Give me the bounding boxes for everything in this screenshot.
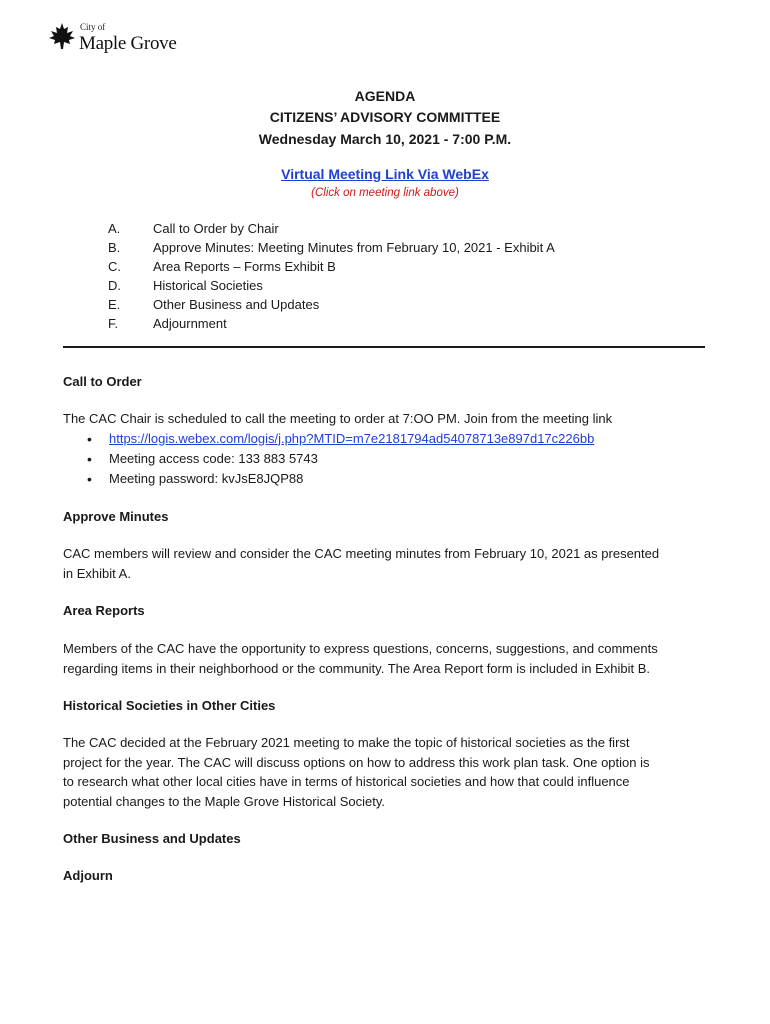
section-title: Approve Minutes [63, 509, 169, 524]
section-title: Historical Societies in Other Cities [63, 698, 276, 713]
meeting-date: Wednesday March 10, 2021 - 7:00 P.M. [258, 131, 512, 147]
agenda-item [108, 314, 555, 333]
section-paragraph-line: CAC members will review and consider the CAC meeting minutes from February 10, 2021 as presented [63, 546, 660, 561]
section-adjourn [63, 866, 713, 885]
agenda-item-text: Adjournment [153, 316, 227, 331]
meeting-url-link[interactable]: • https://logis.webex.com/logis/j.php?MTID=m7e2181794ad54078713e897d17c226bb [87, 429, 713, 449]
maple-leaf-icon [47, 22, 77, 52]
agenda-item [108, 276, 555, 295]
section-approve-minutes [63, 507, 713, 526]
meeting-password: • Meeting password: kvJsE8JQP88 [87, 469, 713, 489]
agenda-item [108, 257, 555, 276]
city-logo [47, 20, 177, 56]
section-title: Area Reports [63, 603, 145, 618]
section-paragraph-line: regarding items in their neighborhood or the community. The Area Report form is included in Exhibit B. [63, 660, 650, 676]
agenda-item-text: Approve Minutes: Meeting Minutes from February 10, 2021 - Exhibit A [153, 240, 555, 255]
committee-name: CITIZENS’ ADVISORY COMMITTEE [269, 109, 501, 125]
agenda-item-text: Area Reports – Forms Exhibit B [153, 259, 336, 274]
section-paragraph-line: project for the year. The CAC will discuss options on how to address this work plan task. One option is [63, 754, 650, 770]
agenda-item [108, 238, 555, 257]
section-paragraph-line: Members of the CAC have the opportunity to express questions, concerns, suggestions, and comments [63, 641, 658, 656]
meeting-link[interactable]: Virtual Meeting Link Via WebEx [281, 166, 489, 182]
section-area-reports [63, 601, 713, 620]
section-divider [63, 346, 705, 348]
section-area-reports-body [63, 639, 713, 678]
agenda-item-letter: A. [108, 221, 121, 236]
section-paragraph-line: potential changes to the Maple Grove Historical Society. [63, 793, 386, 809]
agenda-item-text: Historical Societies [153, 278, 263, 293]
agenda-item-letter: C. [108, 259, 121, 274]
agenda-item-text: Call to Order by Chair [153, 221, 279, 236]
section-paragraph-line: in Exhibit A. [63, 565, 131, 581]
section-title: Call to Order [63, 374, 142, 389]
section-historical-societies [63, 696, 713, 715]
agenda-item [108, 295, 555, 314]
agenda-item-letter: B. [108, 240, 121, 255]
agenda-item-letter: F. [108, 316, 119, 331]
logo-city-of: City of [80, 22, 106, 32]
agenda-heading: AGENDA [354, 88, 416, 104]
section-title: Other Business and Updates [63, 831, 241, 846]
section-call-to-order-body [63, 409, 713, 489]
section-other-business [63, 829, 713, 848]
agenda-item [108, 219, 555, 238]
section-historical-societies-body [63, 733, 713, 811]
meeting-link-note: (Click on meeting link above) [311, 187, 459, 199]
section-paragraph-line: The CAC decided at the February 2021 meeting to make the topic of historical societies as the first [63, 735, 630, 750]
section-paragraph-line: to research what other local cities have in terms of historical societies and how that could influence [63, 774, 630, 789]
agenda-item-letter: D. [108, 278, 121, 293]
meeting-info-list [87, 429, 713, 489]
agenda-item-letter: E. [108, 297, 121, 312]
section-call-to-order [63, 372, 713, 391]
section-approve-minutes-body [63, 544, 713, 583]
meeting-access-code: • Meeting access code: 133 883 5743 [87, 449, 713, 469]
agenda-item-text: Other Business and Updates [153, 297, 320, 312]
section-title: Adjourn [63, 868, 113, 883]
logo-city-name: Maple Grove [79, 33, 177, 54]
agenda-list [108, 219, 555, 333]
section-paragraph: The CAC Chair is scheduled to call the meeting to order at 7:OO PM. Join from the meeting link [63, 411, 613, 426]
